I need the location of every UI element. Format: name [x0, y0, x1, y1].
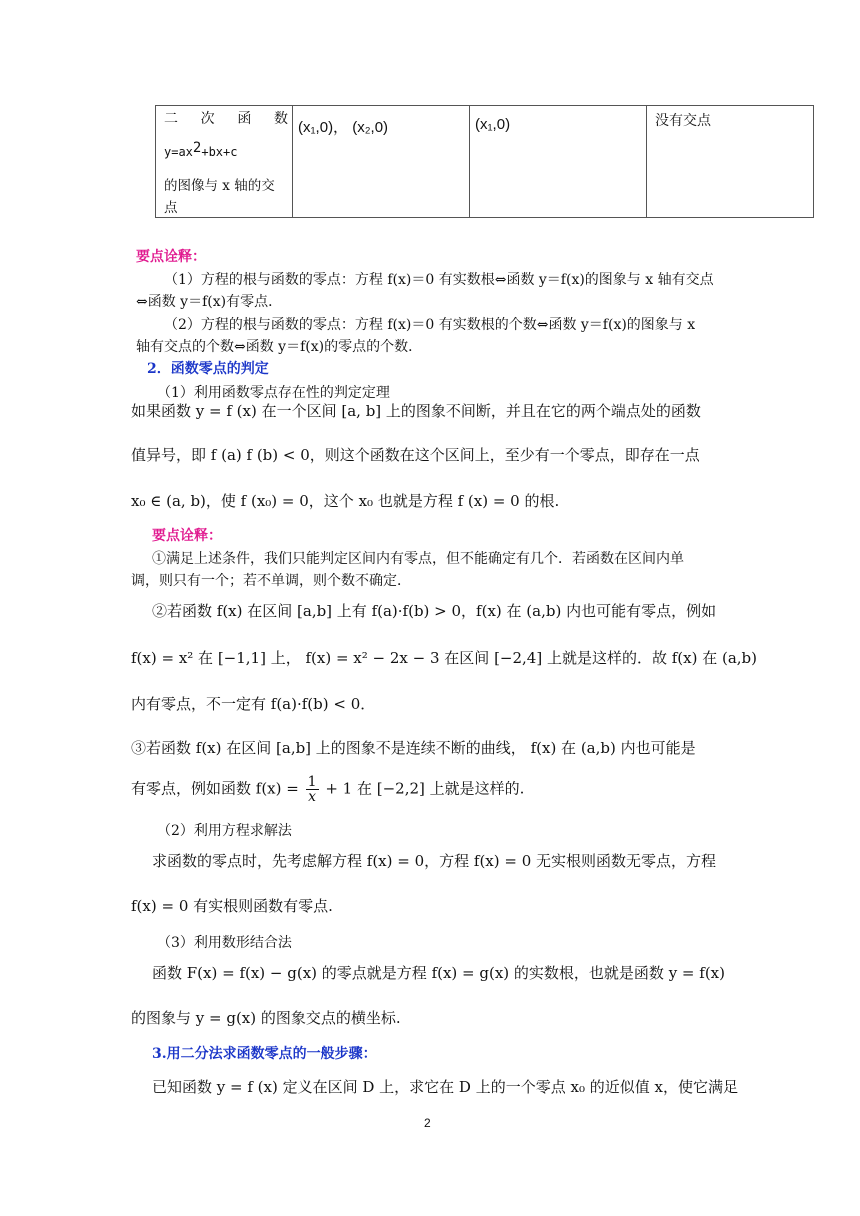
- fraction-prefix: 有零点，例如函数 f(x) =: [131, 779, 299, 798]
- fraction-numerator: 1: [307, 774, 317, 790]
- cell-text-line: 点: [164, 200, 178, 216]
- table-cell-no-root: 没有交点: [647, 106, 814, 218]
- note-heading: 要点诠释：: [136, 249, 206, 265]
- steps-intro-line: 已知函数 y = f (x) 定义在区间 D 上，求它在 D 上的一个零点 x₀ 的近似值 x，使它满足: [152, 1078, 738, 1096]
- cell-title: [164, 108, 288, 128]
- note-paragraph: 调，则只有一个；若不单调，则个数不确定．: [131, 573, 411, 589]
- note-paragraph: 轴有交点的个数⇔函数 y＝f(x)的零点的个数．: [136, 339, 423, 355]
- title-char: 次: [200, 111, 215, 127]
- table-cell-one-root: (x₁,0): [470, 106, 647, 218]
- table-cell-label: [156, 106, 293, 218]
- note-paragraph: ⇔函数 y＝f(x)有零点．: [136, 294, 283, 310]
- fraction: [306, 775, 319, 804]
- method-line: f(x) = 0 有实根则函数有零点.: [131, 897, 333, 915]
- title-char: 数: [273, 111, 288, 127]
- cell-text-line: 的图像与 x 轴的交: [164, 178, 275, 194]
- theorem-line: 值异号，即 f (a) f (b) < 0，则这个函数在这个区间上，至少有一个零点，即存在一点: [131, 446, 700, 464]
- subsection-heading: （3）利用数形结合法: [157, 935, 292, 951]
- note-paragraph: ②若函数 f(x) 在区间 [a,b] 上有 f(a)·f(b) > 0，f(x) 在 (a,b) 内也可能有零点，例如: [152, 602, 717, 620]
- note-paragraph: （2）方程的根与函数的零点：方程 f(x)＝0 有实数根的个数⇔函数 y＝f(x)的图象与 x: [164, 317, 696, 333]
- formula-exponent: 2: [192, 140, 202, 156]
- zero-point-table: [155, 105, 814, 218]
- title-char: 二: [164, 111, 178, 127]
- note-paragraph: f(x) = x² 在 [−1,1] 上， f(x) = x² − 2x − 3 在区间 [−2,4] 上就是这样的．故 f(x) 在 (a,b): [131, 649, 758, 667]
- method-line: 求函数的零点时，先考虑解方程 f(x) = 0，方程 f(x) = 0 无实根则函数无零点，方程: [152, 852, 717, 870]
- fraction-suffix: + 1 在 [−2,2] 上就是这样的.: [325, 779, 525, 798]
- note-paragraph: ③若函数 f(x) 在区间 [a,b] 上的图象不是连续不断的曲线， f(x) 在 (a,b) 内也可能是: [131, 739, 696, 757]
- section-heading: 3.用二分法求函数零点的一般步骤：: [152, 1046, 377, 1062]
- page-number: 2: [424, 1116, 431, 1130]
- method-line: 的图象与 y = g(x) 的图象交点的横坐标.: [131, 1009, 401, 1027]
- note-heading: 要点诠释：: [152, 528, 222, 544]
- table-cell-two-roots: (x₁,0)， (x₂,0): [293, 106, 470, 218]
- note-paragraph-fraction: [131, 775, 524, 804]
- theorem-line: 如果函数 y = f (x) 在一个区间 [a, b] 上的图象不间断，并且在它的两个端点处的函数: [131, 402, 701, 420]
- formula-rest: +bx+c: [201, 145, 238, 159]
- quadratic-formula: [164, 140, 238, 160]
- formula-base: y=ax: [164, 145, 193, 159]
- fraction-denominator: x: [308, 789, 317, 805]
- subsection-heading: （1）利用函数零点存在性的判定定理: [157, 385, 390, 401]
- subsection-heading: （2）利用方程求解法: [157, 823, 292, 839]
- note-paragraph: ①满足上述条件，我们只能判定区间内有零点，但不能确定有几个．若函数在区间内单: [152, 551, 684, 567]
- theorem-line: x₀ ∈ (a, b)，使 f (x₀) = 0，这个 x₀ 也就是方程 f (x) = 0 的根.: [131, 492, 560, 510]
- note-paragraph: （1）方程的根与函数的零点：方程 f(x)＝0 有实数根⇔函数 y＝f(x)的图象与 x 轴有交点: [164, 272, 714, 288]
- method-line: 函数 F(x) = f(x) − g(x) 的零点就是方程 f(x) = g(x) 的实数根，也就是函数 y = f(x): [152, 964, 725, 982]
- section-heading: 2．函数零点的判定: [147, 361, 269, 377]
- title-char: 函: [237, 111, 252, 127]
- note-paragraph: 内有零点，不一定有 f(a)·f(b) < 0．: [131, 695, 376, 713]
